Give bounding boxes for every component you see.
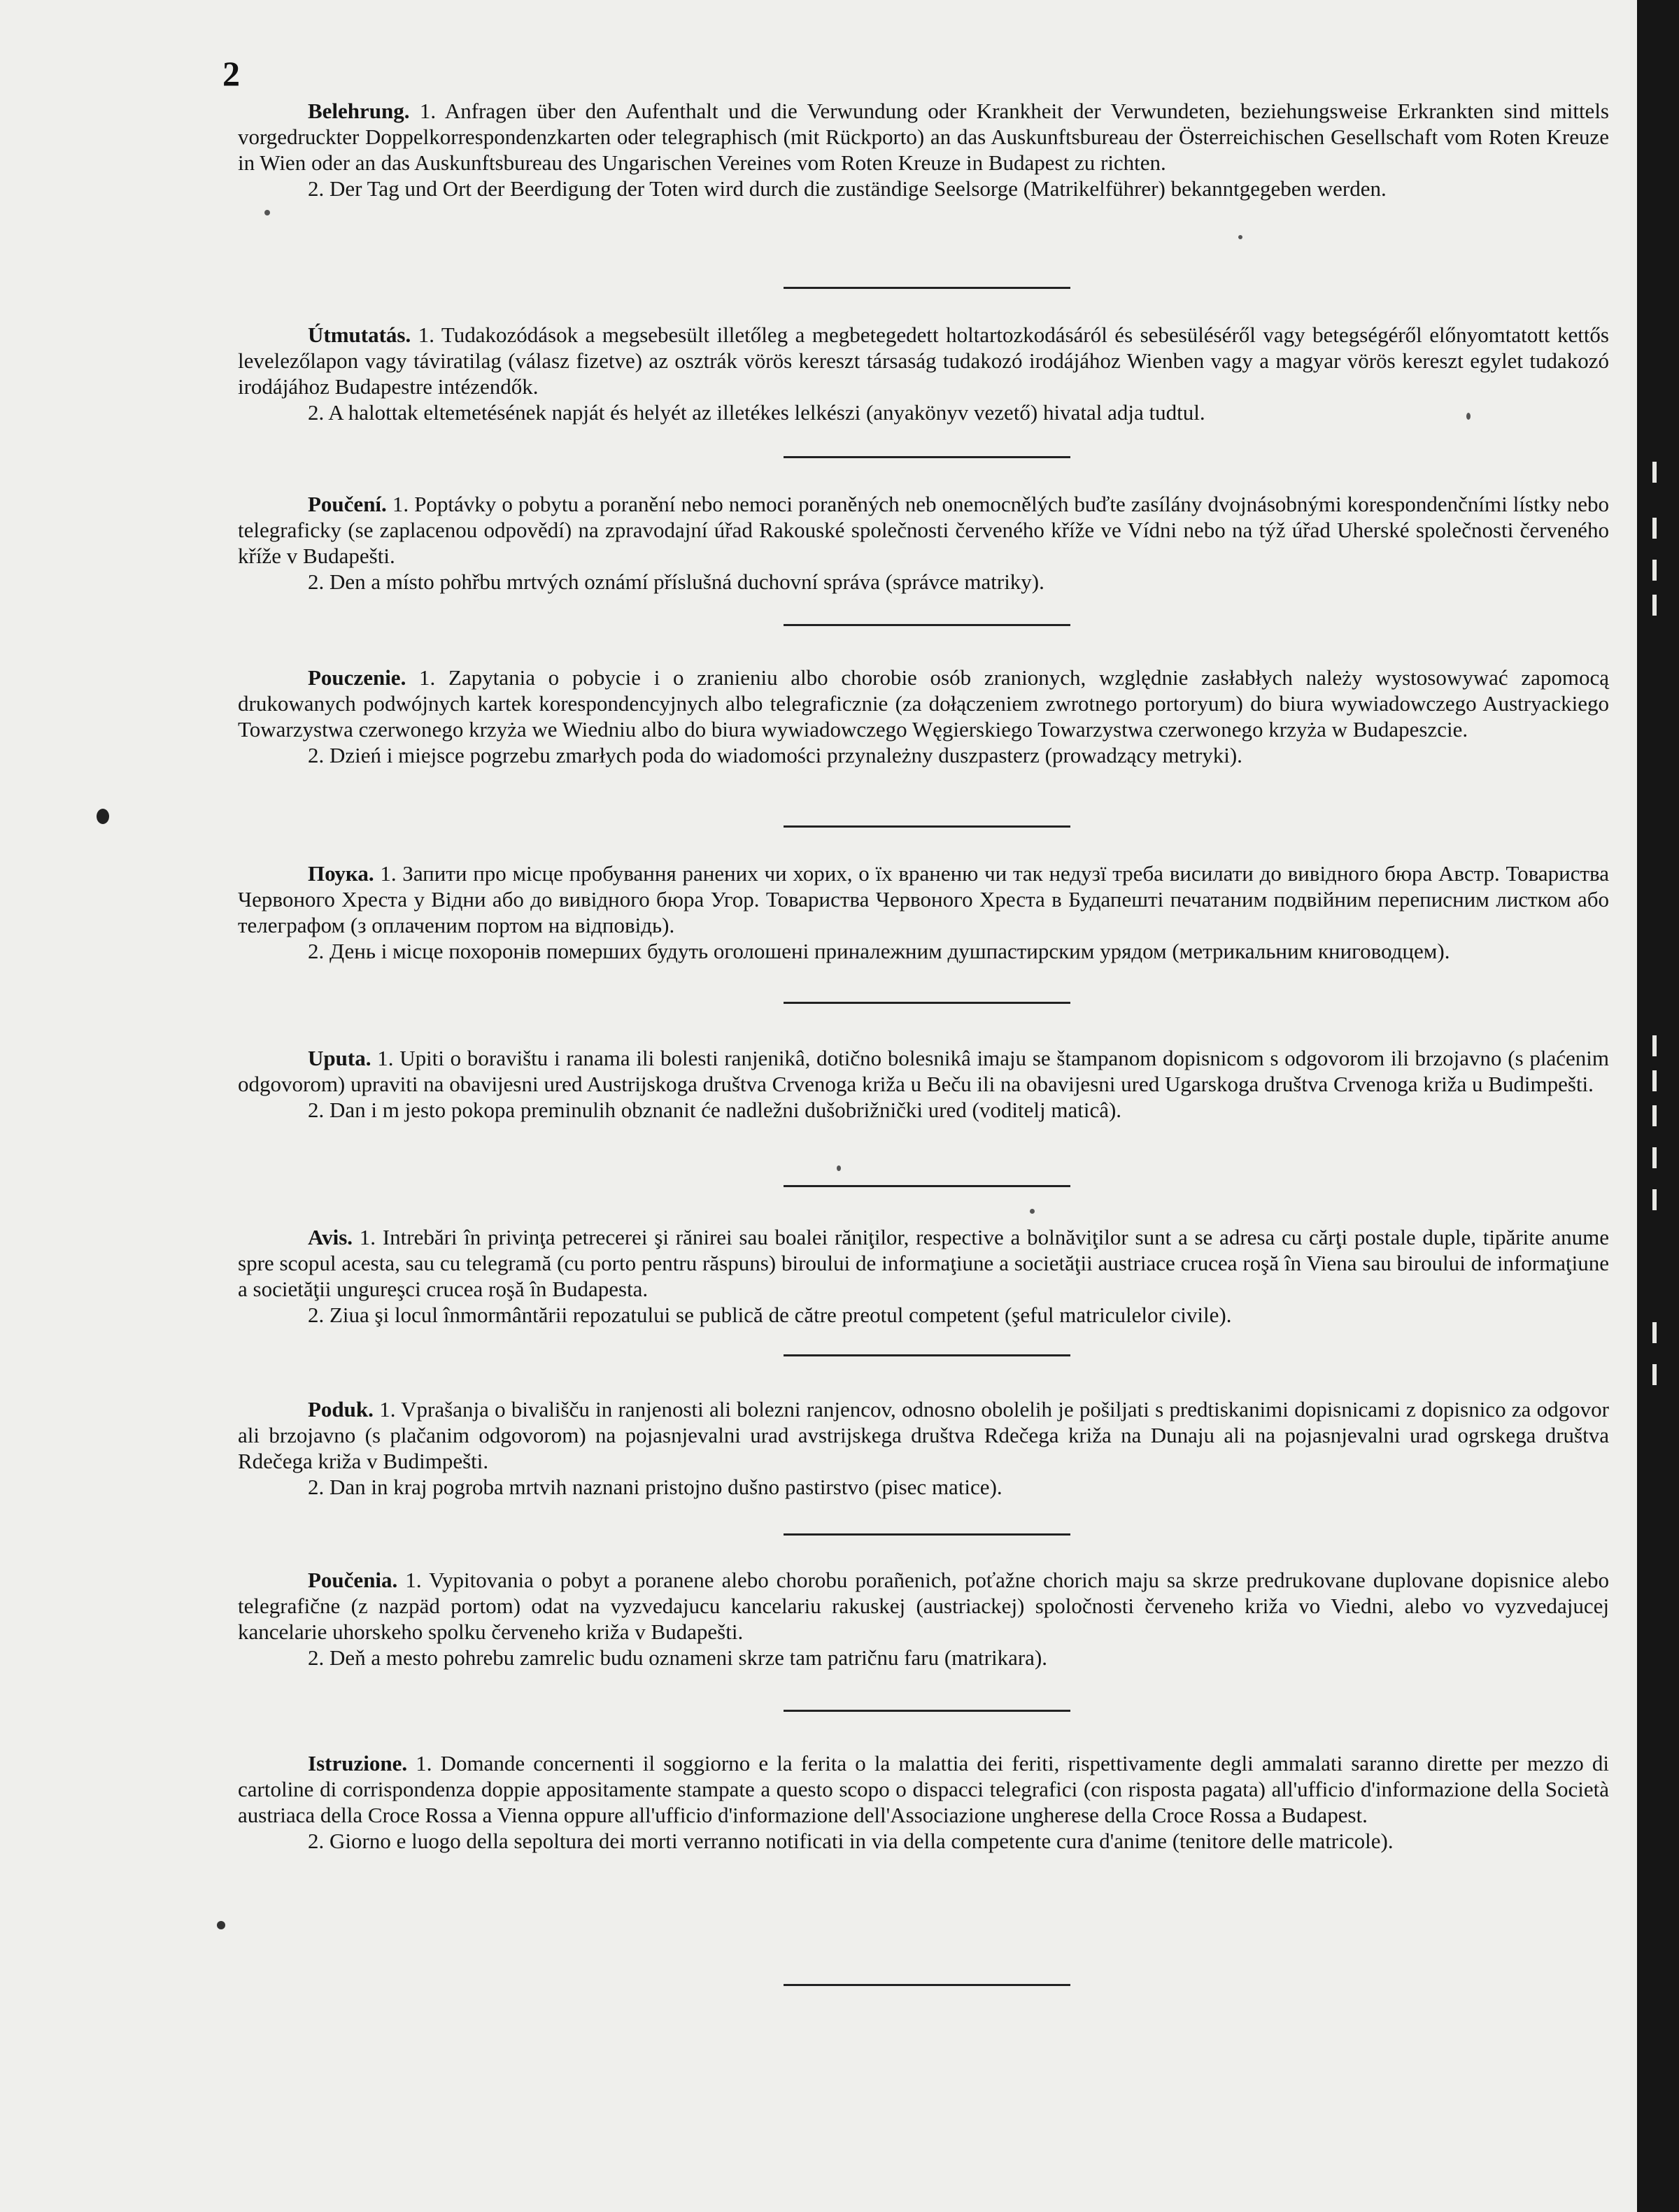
edge-mark [1652,518,1657,539]
scan-speck [1238,235,1242,239]
section-paragraph-1: 1. Zapytania o pobycie i o zranieniu albo chorobie osób zranionych, względnie zasłabłych należy wystosowywać zapomocą drukowanych podwójnych kartek korespondencyjnych albo telegraficznie (za dołączeniem zwrotnego portoryum) do biura wywiadowczego Austryackiego Towarzystwa czerwonego krzyża we Wiedniu albo do biura wywiadowczego Węgierskiego Towarzystwa czerwonego krzyża w Budapeszcie. [238,665,1610,742]
separator-line [784,624,1070,626]
section-paragraph-1: 1. Poptávky o pobytu a poranění nebo nemoci poraněných neb onemocnělých buďte zasílány dvojnásobnými korespondenčními lístky nebo telegraficky (se zaplacenou odpovědí) na zpravodajní úřad Rakouské společnosti červeného kříže ve Vídni nebo na týž úřad Uherské společnosti červeného kříže v Budapešti. [238,492,1609,568]
section-label: Poduk. [308,1397,374,1422]
section-slovene [238,1396,1609,1500]
section-label: Útmutatás. [308,322,411,347]
section-paragraph-2: 2. Dan i m jesto pokopa preminulih obznanit će nadležni dušobrižnički ured (voditelj maticâ). [308,1098,1122,1122]
separator-line [784,1185,1070,1187]
section-paragraph-1: 1. Domande concernenti il soggiorno e la ferita o la malattia dei feriti, rispettivamente degli ammalati saranno dirette per mezzo di cartoline di corrispondenza doppie appositamente stampate a questo scopo o dispacci telegrafici (con risposta pagata) all'ufficio d'informazione della Società austriaca della Croce Rossa a Vienna oppure all'ufficio d'informazione dell'Associazione ungherese della Croce Rossa a Budapest. [238,1751,1609,1827]
section-paragraph-1: 1. Vprašanja o bivališču in ranjenosti ali bolezni ranjencov, odnosno obolelih je pošiljati s predtiskanimi dopisnicami z dopisnico za odgovor ali brzojavno (s plačanim odgovorom) na pojasnjevalni urad avstrijskega društva Rdečega križa na Dunaju ali na pojasnjevalni urad ogrskega društva Rdečega križa v Budimpešti. [238,1397,1609,1473]
section-croatian [238,1045,1609,1123]
section-label: Поука. [308,861,374,886]
separator-line [784,825,1070,828]
page-number: 2 [222,54,240,93]
edge-mark [1652,1070,1657,1091]
scan-speck [1466,413,1471,420]
section-paragraph-1: 1. Vypitovania o pobyt a poranene alebo chorobu porañenich, poťažne chorich maju sa skrze predrukovane duplovane dopisnice alebo telegrafične (z nazpäd portom) odat na vyzvedajucu kancelariu rakuskej (austriackej) spoločnosti červeneho križa vo Viedni, alebo vo vyzvedajucej kancelarie uhorskeho spolku červeneho križa v Budapešti. [238,1568,1609,1644]
scan-speck [217,1921,225,1929]
section-label: Pouczenie. [308,665,406,690]
edge-mark [1652,462,1657,483]
section-paragraph-2: 2. Deň a mesto pohrebu zamrelic budu oznameni skrze tam patričnu faru (matrikara). [308,1645,1048,1670]
section-label: Uputa. [308,1046,371,1070]
section-slovak [238,1567,1609,1671]
edge-mark [1652,1322,1657,1343]
edge-mark [1652,595,1657,616]
section-paragraph-1: 1. Запити про місце пробування ранених чи хорих, о їх враненю чи так недузї треба висилати до вивідного бюра Австр. Товариства Червоного Хреста у Відни або до вивідного бюра Угор. Товариства Червоного Хреста в Будапешті печатаним подвійним переписним листком або телеграфом (з оплаченим портом на відповідь). [238,861,1610,937]
separator-line [784,1002,1070,1004]
scan-speck [837,1165,841,1171]
section-paragraph-2: 2. Den a místo pohřbu mrtvých oznámí příslušná duchovní správa (správce matriky). [308,569,1044,594]
section-paragraph-2: 2. Dan in kraj pogroba mrtvih naznani pristojno dušno pastirstvo (pisec matice). [308,1475,1003,1499]
section-hungarian [238,322,1609,425]
section-polish [238,665,1609,768]
section-ukrainian [238,860,1609,964]
separator-line [784,456,1070,458]
edge-mark [1652,1189,1657,1210]
section-label: Avis. [308,1225,353,1249]
scan-speck [264,210,270,215]
section-paragraph-2: 2. Dzień i miejsce pogrzebu zmarłych poda do wiadomości przynależny duszpasterz (prowadzący metryki). [308,743,1242,767]
section-paragraph-2: 2. Der Tag und Ort der Beerdigung der Toten wird durch die zuständige Seelsorge (Matrikelführer) bekanntgegeben werden. [308,176,1387,201]
section-label: Poučení. [308,492,387,516]
section-paragraph-1: 1. Tudakozódások a megsebesült illetőleg a megbetegedett holtartozkodásáról és sebesüléséről vagy betegségéről előnyomtatott kettős levelezőlapon vagy táviratilag (válasz fizetve) az osztrák vörös kereszt társaság tudakozó irodájához Wienben vagy a magyar vörös kereszt egylet tudakozó irodájához Budapestre intézendők. [238,322,1609,399]
edge-mark [1652,1105,1657,1126]
separator-line [784,1984,1070,1986]
edge-mark [1652,1147,1657,1168]
edge-mark [1652,1035,1657,1056]
section-label: Istruzione. [308,1751,408,1775]
section-german [238,98,1609,201]
scan-edge-strip [1637,0,1679,2212]
section-paragraph-2: 2. Giorno e luogo della sepoltura dei morti verranno notificati in via della competente cura d'anime (tenitore delle matricole). [308,1829,1394,1853]
section-czech [238,491,1609,595]
section-paragraph-2: 2. Ziua şi locul înmormântării repozatului se publică de către preotul competent (şeful matriculelor civile). [308,1303,1232,1327]
scan-speck [97,809,109,824]
edge-mark [1652,1364,1657,1385]
section-paragraph-1: 1. Intrebări în privinţa petrecerei şi rănirei sau boalei răniţilor, respective a bolnăviţilor sunt a se adresa cu cărţi postale duple, tipărite anume spre scopul acesta, sau cu telegramă (cu porto pentru răspuns) biroului de informaţiune a societăţii austriace crucea roşă în Viena sau biroului de informaţiune a societăţii ungureşci crucea roşă în Budapesta. [238,1225,1610,1301]
section-paragraph-2: 2. День і місце похоронів померших будуть оголошені приналежним душпастирским урядом (метрикальним книговодцем). [308,939,1450,963]
section-paragraph-2: 2. A halottak eltemetésének napját és helyét az illetékes lelkészi (anyakönyv vezető) hivatal adja tudtul. [308,400,1205,425]
separator-line [784,1710,1070,1712]
section-paragraph-1: 1. Upiti o boravištu i ranama ili bolesti ranjenikâ, dotično bolesnikâ imaju se štampanom dopisnicom s odgovorom ili brzojavno (s plaćenim odgovorom) upraviti na obavijesni ured Austrijskoga društva Crvenoga križa u Beču ili na obavijesni ured Ugarskoga društva Crvenoga križa u Budimpešti. [238,1046,1610,1096]
section-romanian [238,1224,1609,1328]
separator-line [784,287,1070,289]
section-label: Belehrung. [308,99,410,123]
edge-mark [1652,560,1657,581]
separator-line [784,1533,1070,1536]
section-label: Poučenia. [308,1568,398,1592]
section-paragraph-1: 1. Anfragen über den Aufenthalt und die Verwundung oder Krankheit der Verwundeten, beziehungsweise Erkrankten sind mittels vorgedruckter Doppelkorrespondenzkarten oder telegraphisch (mit Rückporto) an das Auskunftsbureau der Österreichischen Gesellschaft vom Roten Kreuze in Wien oder an das Auskunftsbureau des Ungarischen Vereines vom Roten Kreuze in Budapest zu richten. [238,99,1609,175]
separator-line [784,1354,1070,1356]
section-italian [238,1750,1609,1854]
scan-speck [1030,1209,1035,1214]
